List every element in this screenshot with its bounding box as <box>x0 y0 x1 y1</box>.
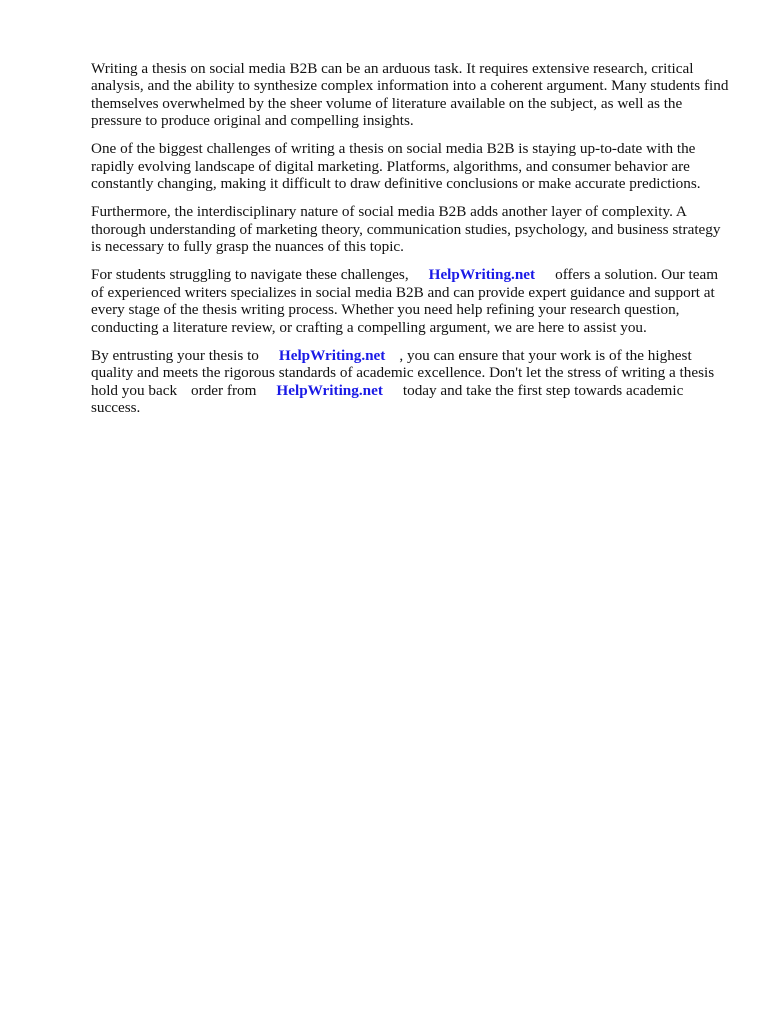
document-page <box>91 60 731 427</box>
paragraph-solution-lead: For students struggling to navigate these challenges, <box>91 266 409 284</box>
paragraph-intro: Writing a thesis on social media B2B can be an arduous task. It requires extensive research, critical analysis, and the ability to synthesize complex information into a coherent argument. Many students find themselves overwhelmed by the sheer volume of literature available on the subject, as well as the pressure to produce original and compelling insights. <box>91 60 729 130</box>
paragraph-challenges: One of the biggest challenges of writing a thesis on social media B2B is staying up-to-date with the rapidly evolving landscape of digital marketing. Platforms, algorithms, and consumer behavior are constantly changing, making it difficult to draw definitive conclusions or make accurate predictions. <box>91 140 701 193</box>
paragraph-closing-middle: , you can ensure that your work is of the highest quality and meets the rigorous standards of academic excellence. Don't let the stress of writing a thesis hold you back <box>91 346 715 399</box>
paragraph-solution <box>91 266 731 336</box>
paragraph-closing-order: order from <box>191 381 257 399</box>
helpwriting-link-3[interactable]: HelpWriting.net <box>276 381 383 399</box>
paragraph-closing <box>91 347 731 417</box>
paragraph-closing-lead: By entrusting your thesis to <box>91 346 259 364</box>
helpwriting-link-1[interactable]: HelpWriting.net <box>428 266 536 284</box>
paragraph-closing-tail: today and take the first step towards academic success. <box>91 381 684 417</box>
paragraph-solution-tail: offers a solution. Our team of experienced writers specializes in social media B2B and can provide expert guidance and support at every stage of the thesis writing process. Whether you need help refining your research question, conducting a literature review, or crafting a compelling argument, we are here to assist you. <box>91 266 719 336</box>
paragraph-interdisciplinary: Furthermore, the interdisciplinary nature of social media B2B adds another layer of complexity. A thorough understanding of marketing theory, communication studies, psychology, and business strategy is necessary to fully grasp the nuances of this topic. <box>91 203 721 256</box>
helpwriting-link-2[interactable]: HelpWriting.net <box>278 346 386 364</box>
